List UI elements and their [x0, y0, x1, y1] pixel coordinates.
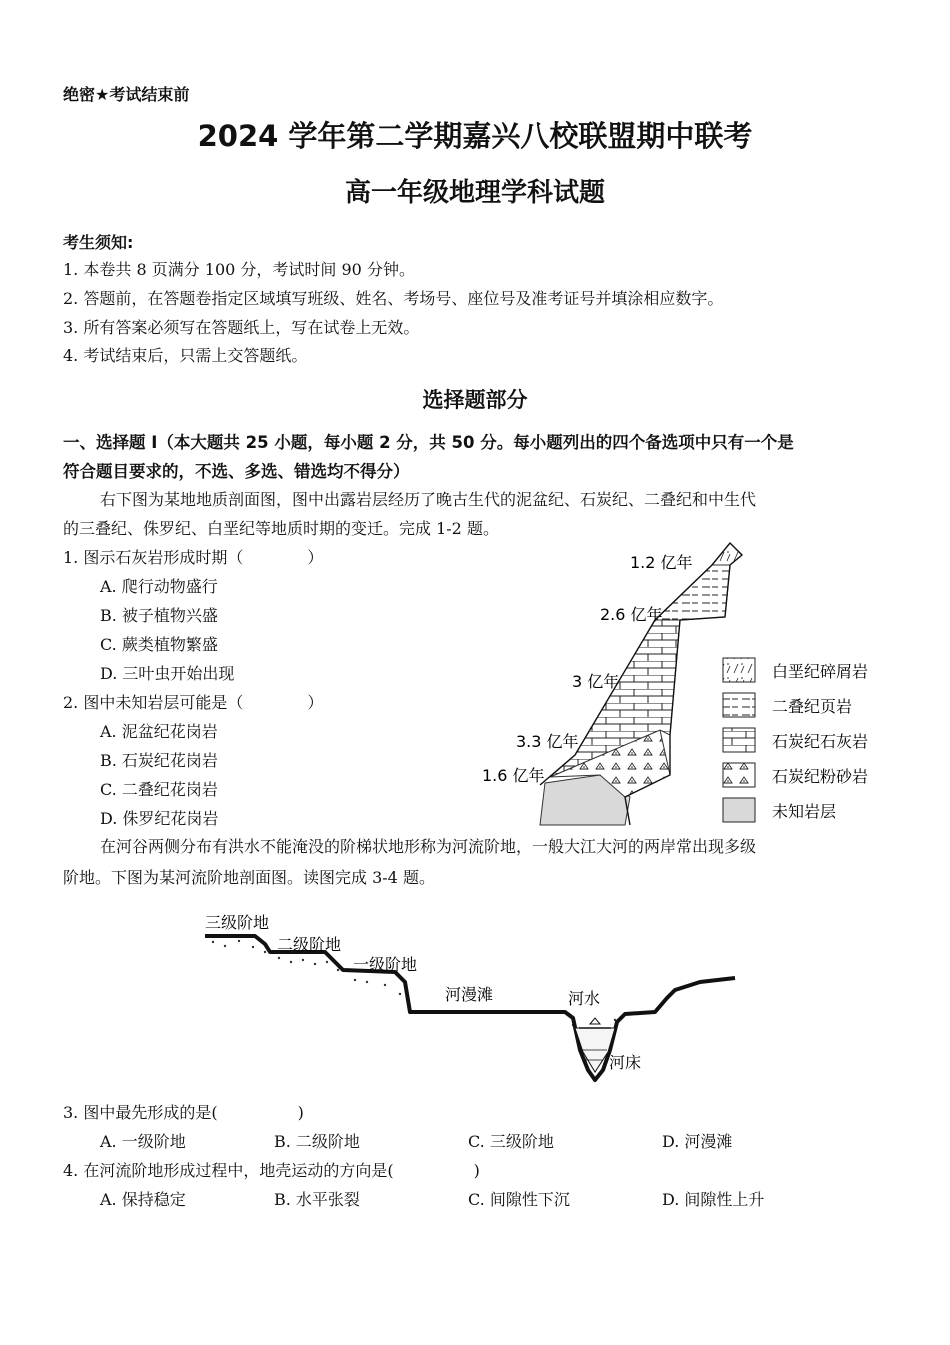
- part-heading-line2: 符合题目要求的，不选、多选、错选均不得分）: [63, 462, 410, 481]
- question-1-stem: 1. 图示石灰岩形成时期（ ）: [63, 548, 324, 567]
- question-2-option-b[interactable]: B. 石炭纪花岗岩: [100, 751, 218, 770]
- question-1-option-d[interactable]: D. 三叶虫开始出现: [100, 664, 235, 683]
- notice-item: 4. 考试结束后，只需上交答题纸。: [63, 346, 308, 365]
- legend-label: 未知岩层: [772, 802, 837, 821]
- exam-title: 2024 学年第二学期嘉兴八校联盟期中联考: [197, 119, 753, 153]
- terrace-label: 河漫滩: [445, 985, 494, 1004]
- terrace-label: 河水: [568, 989, 601, 1008]
- question-3-option-a[interactable]: A. 一级阶地: [100, 1132, 186, 1151]
- question-3-stem: 3. 图中最先形成的是( ): [63, 1103, 304, 1122]
- geologic-section-diagram: [480, 535, 920, 835]
- legend-label: 白垩纪碎屑岩: [772, 662, 869, 681]
- exam-subtitle: 高一年级地理学科试题: [344, 178, 605, 208]
- question-3-option-d[interactable]: D. 河漫滩: [662, 1132, 733, 1151]
- confidential-mark: 绝密★考试结束前: [63, 85, 190, 104]
- age-label: 3.3 亿年: [516, 732, 579, 751]
- notice-item: 2. 答题前，在答题卷指定区域填写班级、姓名、考场号、座位号及准考证号并填涂相应数字。: [63, 289, 724, 308]
- legend-swatch-limestone: [723, 728, 755, 752]
- legend-label: 石炭纪粉砂岩: [772, 767, 869, 786]
- age-label: 3 亿年: [572, 672, 620, 691]
- intro2-line2: 阶地。下图为某河流阶地剖面图。读图完成 3-4 题。: [63, 868, 435, 887]
- question-1-option-c[interactable]: C. 蕨类植物繁盛: [100, 635, 218, 654]
- question-4-stem: 4. 在河流阶地形成过程中，地壳运动的方向是( ): [63, 1161, 480, 1180]
- question-3-option-b[interactable]: B. 二级阶地: [274, 1132, 360, 1151]
- intro1-line2: 的三叠纪、侏罗纪、白垩纪等地质时期的变迁。完成 1-2 题。: [63, 519, 499, 538]
- question-2-option-c[interactable]: C. 二叠纪花岗岩: [100, 780, 218, 799]
- question-4-option-b[interactable]: B. 水平张裂: [274, 1190, 360, 1209]
- question-1-option-a[interactable]: A. 爬行动物盛行: [100, 577, 218, 596]
- legend-label: 二叠纪页岩: [772, 697, 853, 716]
- part-heading-line1: 一、选择题 I（本大题共 25 小题，每小题 2 分，共 50 分。每小题列出的四个备选项中只有一个是: [63, 433, 794, 452]
- legend-swatch-siltstone: [723, 763, 755, 787]
- terrace-label: 二级阶地: [277, 935, 342, 954]
- question-4-option-a[interactable]: A. 保持稳定: [100, 1190, 186, 1209]
- legend-label: 石炭纪石灰岩: [772, 732, 869, 751]
- notice-item: 3. 所有答案必须写在答题纸上，写在试卷上无效。: [63, 318, 420, 337]
- terrace-label: 河床: [609, 1053, 642, 1072]
- legend-swatch-shale: [723, 693, 755, 717]
- terrace-label: 一级阶地: [353, 955, 418, 974]
- intro2-line1: 在河谷两侧分布有洪水不能淹没的阶梯状地形称为河流阶地，一般大江大河的两岸常出现多级: [100, 837, 757, 856]
- question-3-option-c[interactable]: C. 三级阶地: [468, 1132, 554, 1151]
- question-2-option-a[interactable]: A. 泥盆纪花岗岩: [100, 722, 218, 741]
- question-4-option-d[interactable]: D. 间隙性上升: [662, 1190, 765, 1209]
- age-label: 1.6 亿年: [482, 766, 545, 785]
- terrace-label: 三级阶地: [205, 913, 270, 932]
- legend-swatch-unknown: [723, 798, 755, 822]
- age-label: 2.6 亿年: [600, 605, 663, 624]
- question-4-option-c[interactable]: C. 间隙性下沉: [468, 1190, 570, 1209]
- legend-swatch-clastic: [723, 658, 755, 682]
- question-2-option-d[interactable]: D. 侏罗纪花岗岩: [100, 809, 219, 828]
- question-2-stem: 2. 图中未知岩层可能是（ ）: [63, 693, 324, 712]
- intro1-line1: 右下图为某地地质剖面图，图中出露岩层经历了晚古生代的泥盆纪、石炭纪、二叠纪和中生代: [100, 490, 757, 509]
- river-terrace-diagram: [195, 900, 755, 1100]
- notice-item: 1. 本卷共 8 页满分 100 分，考试时间 90 分钟。: [63, 260, 415, 279]
- age-label: 1.2 亿年: [630, 553, 693, 572]
- section-title: 选择题部分: [422, 388, 528, 412]
- question-1-option-b[interactable]: B. 被子植物兴盛: [100, 606, 218, 625]
- notice-heading: 考生须知:: [63, 233, 134, 252]
